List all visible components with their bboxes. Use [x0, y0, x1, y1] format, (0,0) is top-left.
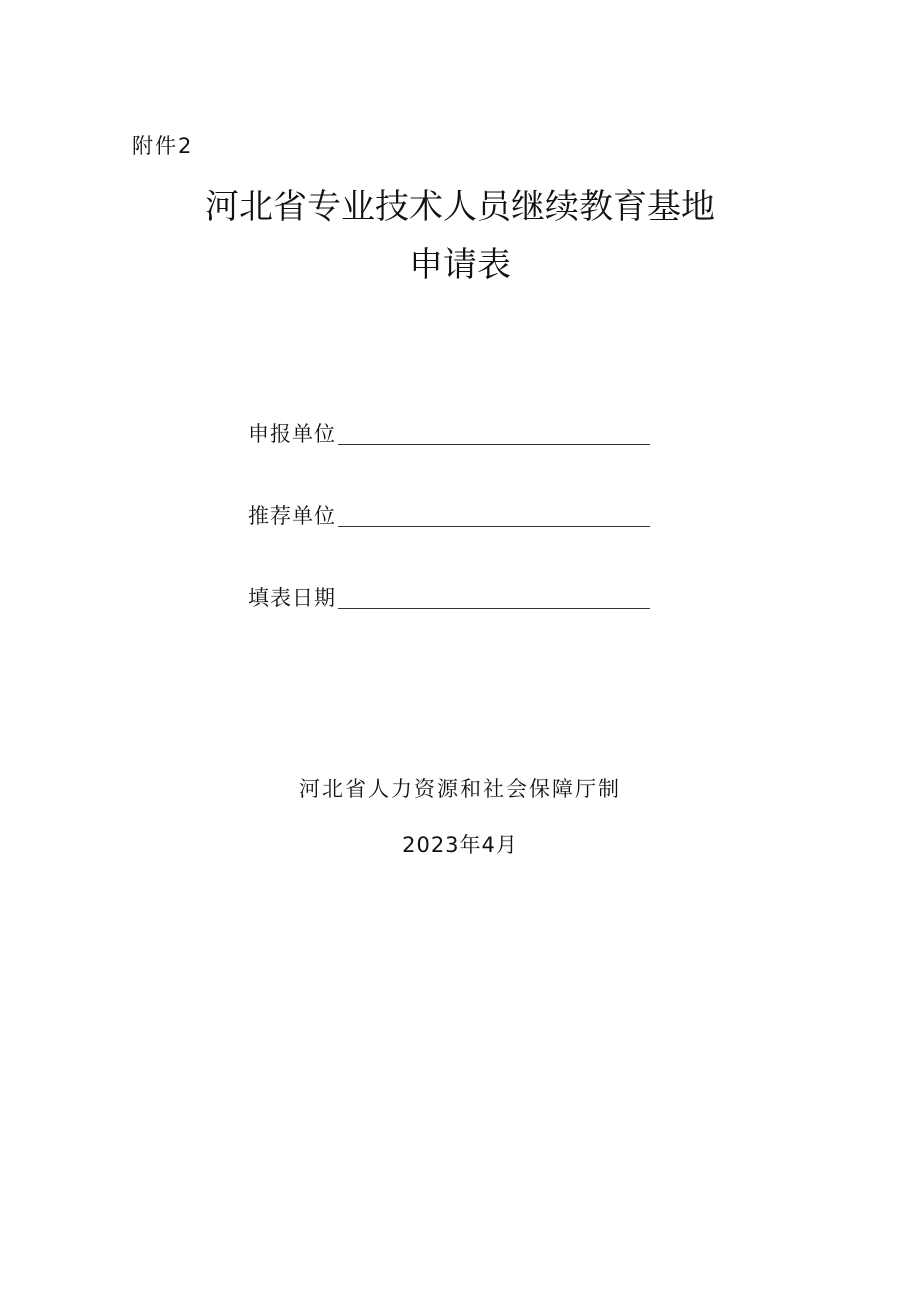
attachment-label: 附件2	[132, 134, 194, 158]
blank-line-recommending-unit[interactable]	[338, 526, 650, 527]
document-title	[0, 178, 920, 294]
title-line-1: 河北省专业技术人员继续教育基地	[205, 187, 715, 227]
field-recommending-unit	[248, 500, 650, 530]
field-label-fill-date: 填表日期	[248, 586, 336, 610]
field-fill-date	[248, 582, 650, 612]
issuer: 河北省人力资源和社会保障厅制	[299, 777, 621, 801]
blank-line-applicant-unit[interactable]	[338, 444, 650, 445]
blank-line-fill-date[interactable]	[338, 608, 650, 609]
title-line-2: 申请表	[409, 245, 511, 285]
form-fields	[248, 418, 650, 664]
field-label-applicant-unit: 申报单位	[248, 422, 336, 446]
issue-date: 2023年4月	[402, 833, 518, 857]
field-applicant-unit	[248, 418, 650, 448]
field-label-recommending-unit: 推荐单位	[248, 504, 336, 528]
